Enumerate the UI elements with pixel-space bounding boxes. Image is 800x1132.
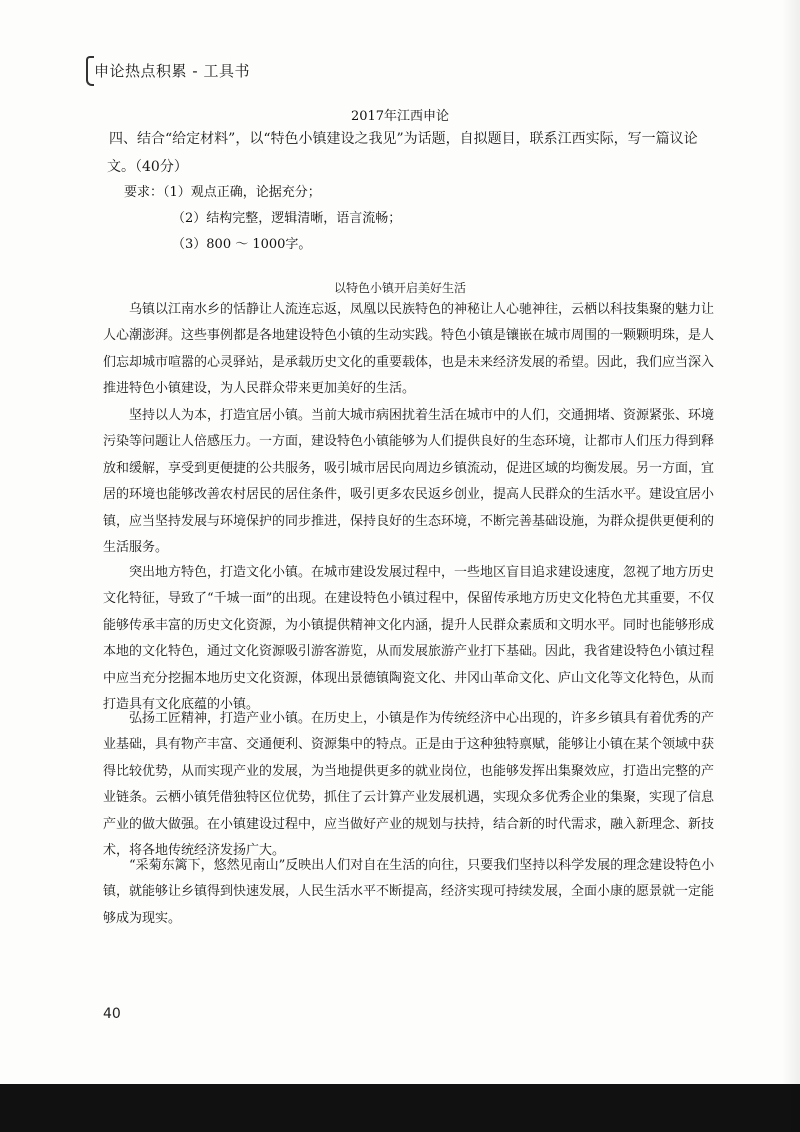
requirement-2: （2）结构完整，逻辑清晰，语言流畅； xyxy=(172,211,402,226)
essay-paragraph-conclusion: “采菊东篱下，悠然见南山”反映出人们对自在生活的向往，只要我们坚持以科学发展的理念建设特色小镇，就能够让乡镇得到快速发展，人民生活水平不断提高，经济实现可持续发展，全面小康的愿景就一定能够成为现实。 xyxy=(103,858,715,926)
scan-bottom-edge xyxy=(0,1084,800,1132)
essay-title: 以特色小镇开启美好生活 xyxy=(333,281,466,295)
book-header-label: 申论热点积累 - 工具书 xyxy=(86,60,250,81)
requirement-1: 要求：（1）观点正确，论据充分； xyxy=(124,185,321,200)
document-title: 2017年江西申论 xyxy=(350,109,450,124)
requirement-3: （3）800 ～ 1000字。 xyxy=(172,237,312,252)
essay-question: 四、结合“给定材料”，以“特色小镇建设之我见”为话题，自拟题目，联系江西实际，写一篇议论文。（40分） xyxy=(107,131,698,175)
essay-paragraph-cultural-town: 突出地方特色，打造文化小镇。在城市建设发展过程中，一些地区盲目追求建设速度，忽视了地方历史文化特征，导致了“千城一面”的出现。在建设特色小镇过程中，保留传承地方历史文化特色尤其重要，不仅能够传承丰富的历史文化资源，为小镇提供精神文化内涵，提升人民群众素质和文明水平。同时也能够形成本地的文化特色，通过文化资源吸引游客游览，从而发展旅游产业打下基础。因此，我省建设特色小镇过程中应当充分挖掘本地历史文化资源，体现出景德镇陶瓷文化、井冈山革命文化、庐山文化等文化特色，从而打造具有文化底蕴的小镇。 xyxy=(103,565,715,713)
page-number: 40 xyxy=(103,1006,121,1022)
essay-paragraph-livable-town: 坚持以人为本，打造宜居小镇。当前大城市病困扰着生活在城市中的人们，交通拥堵、资源紧张、环境污染等问题让人倍感压力。一方面，建设特色小镇能够为人们提供良好的生态环境，让都市人们压力得到释放和缓解，享受到更便捷的公共服务，吸引城市居民向周边乡镇流动，促进区域的均衡发展。另一方面，宜居的环境也能够改善农村居民的居住条件，吸引更多农民返乡创业，提高人民群众的生活水平。建设宜居小镇，应当坚持发展与环境保护的同步推进，保持良好的生态环境，不断完善基础设施，为群众提供更便利的生活服务。 xyxy=(103,408,715,556)
essay-paragraph-industry-town: 弘扬工匠精神，打造产业小镇。在历史上，小镇是作为传统经济中心出现的，许多乡镇具有着优秀的产业基础，具有物产丰富、交通便利、资源集中的特点。正是由于这种独特禀赋，能够让小镇在某个领域中获得比较优势，从而实现产业的发展，为当地提供更多的就业岗位，也能够发挥出集聚效应，打造出完整的产业链条。云栖小镇凭借独特区位优势，抓住了云计算产业发展机遇，实现众多优秀企业的集聚，实现了信息产业的做大做强。在小镇建设过程中，应当做好产业的规划与扶持，结合新的时代需求，融入新理念、新技术，将各地传统经济发扬广大。 xyxy=(103,711,715,859)
essay-paragraph-intro: 乌镇以江南水乡的恬静让人流连忘返，凤凰以民族特色的神秘让人心驰神往，云栖以科技集聚的魅力让人心潮澎湃。这些事例都是各地建设特色小镇的生动实践。特色小镇是镶嵌在城市周围的一颗颗明珠，是人们忘却城市喧嚣的心灵驿站，是承载历史文化的重要载体，也是未来经济发展的希望。因此，我们应当深入推进特色小镇建设，为人民群众带来更加美好的生活。 xyxy=(103,302,715,397)
